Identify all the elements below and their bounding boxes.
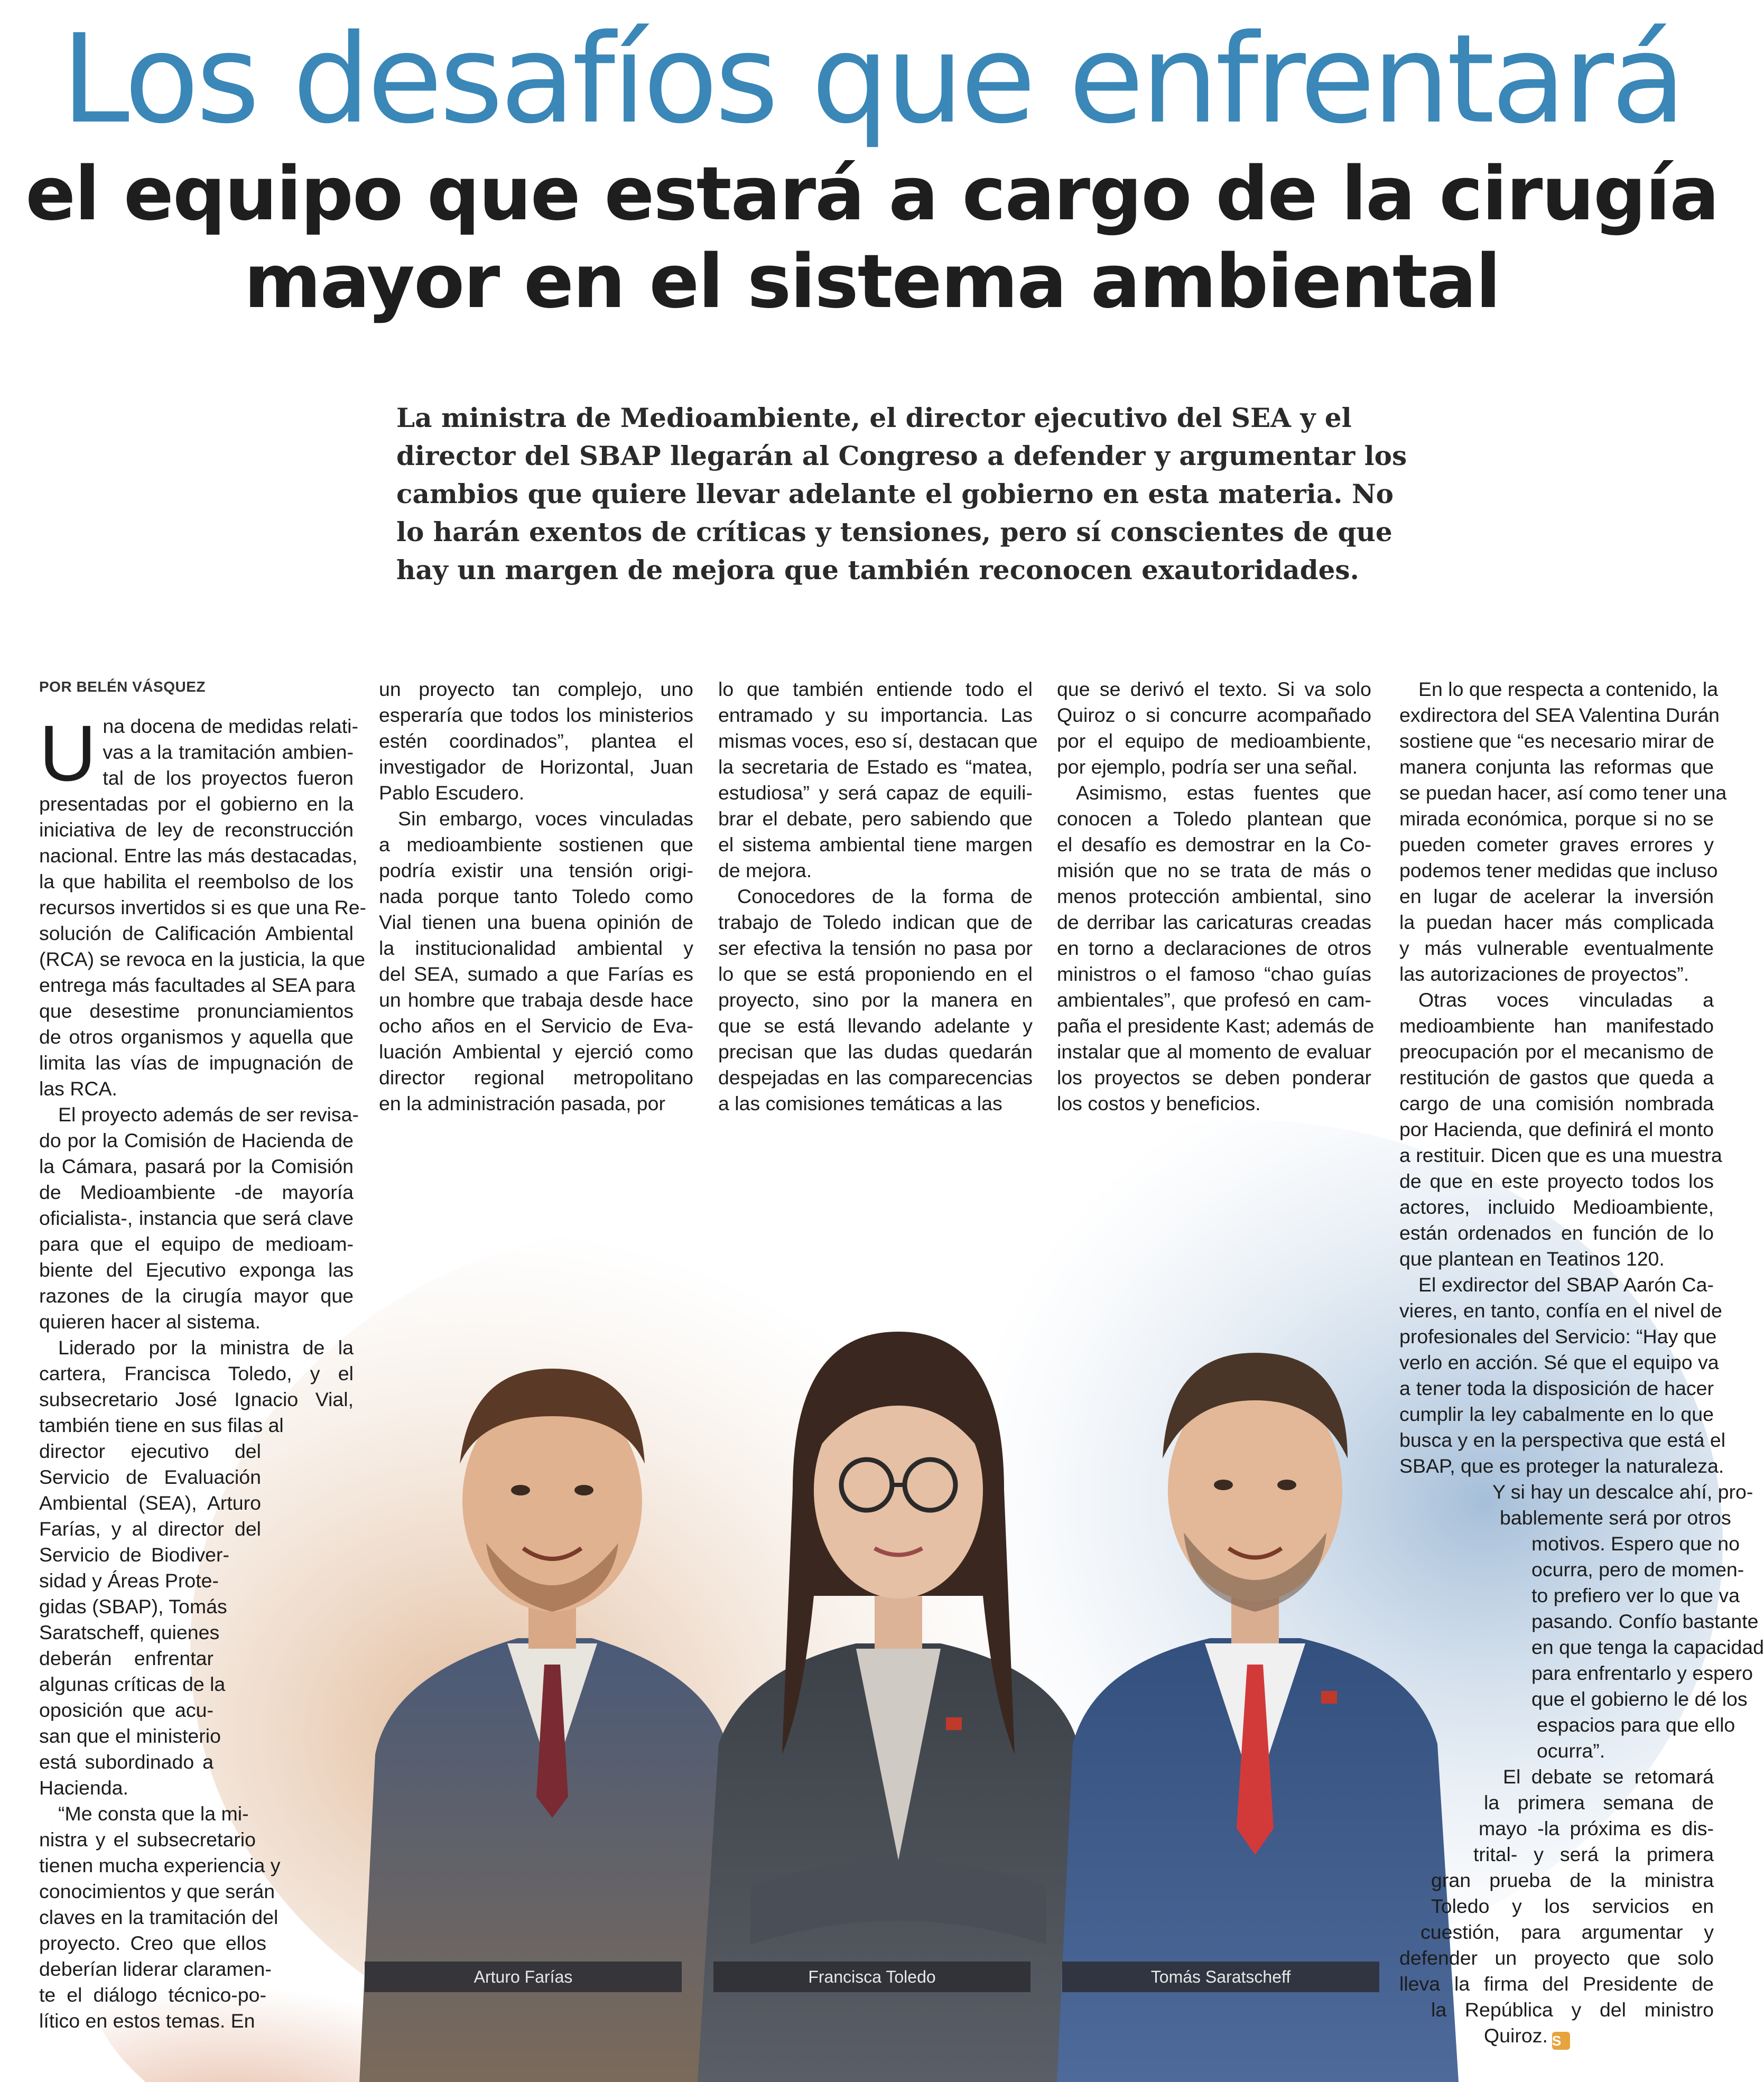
text-line: profesionales del Servicio: “Hay que [1399, 1325, 1717, 1347]
text-line: medioambiente han manifestado [1399, 1015, 1714, 1037]
text-line: “Me consta que la mi- [58, 1802, 249, 1825]
text-line: lleva la firma del Presidente de [1399, 1973, 1714, 1995]
text-line: vas a la tramitación ambien- [103, 741, 354, 763]
text-line: do por la Comisión de Hacienda de [39, 1129, 354, 1151]
text-line: del SEA, sumado a que Farías es [379, 963, 693, 985]
text-line: trital- y será la primera [1473, 1843, 1714, 1865]
text-line: podemos tener medidas que incluso [1399, 859, 1718, 881]
text-line: que desestime pronunciamientos [39, 1000, 354, 1022]
text-line: Quiroz. [1484, 2024, 1548, 2047]
column-lines [1057, 676, 1375, 1117]
text-line: El debate se retomará [1503, 1765, 1714, 1788]
text-line: preocupación por el mecanismo de [1399, 1040, 1714, 1063]
text-line: los costos y beneficios. [1057, 1092, 1261, 1114]
text-line: investigador de Horizontal, Juan [379, 756, 693, 778]
text-line: entrega más facultades al SEA para [39, 974, 356, 996]
text-line: ministros o el famoso “chao guías [1057, 963, 1371, 985]
text-line: pueden cometer graves errores y [1399, 833, 1714, 856]
text-line: Pablo Escudero. [379, 782, 525, 804]
text-line: espacios para que ello [1537, 1714, 1735, 1736]
text-line: menos protección ambiental, sino [1057, 885, 1371, 907]
text-line: para que el equipo de medioam- [39, 1233, 354, 1255]
text-line: por el equipo de medioambiente, [1057, 730, 1371, 752]
text-line: pasando. Confío bastante [1531, 1610, 1759, 1632]
text-line: tal de los proyectos fueron [103, 767, 354, 789]
text-line: la puedan hacer más complicada [1399, 911, 1714, 933]
text-line: restitución de gastos que queda a [1399, 1066, 1714, 1089]
text-line: (RCA) se revoca en la justicia, la que [39, 948, 365, 970]
text-line: Ambiental (SEA), Arturo [39, 1492, 261, 1514]
text-line: están ordenados en función de lo [1399, 1222, 1714, 1244]
text-line: ambientales”, que profesó en cam- [1057, 989, 1371, 1011]
caption-tomas-saratscheff: Tomás Saratscheff [1062, 1962, 1379, 1992]
text-line: por Hacienda, que definirá el monto [1399, 1118, 1714, 1140]
text-line: proyecto, sino por la manera en [718, 989, 1033, 1011]
text-line: mirada económica, porque si no se [1399, 807, 1714, 830]
text-line: lo que se está proponiendo en el [718, 963, 1033, 985]
text-line: Servicio de Evaluación [39, 1466, 261, 1488]
text-line: la primera semana de [1484, 1791, 1714, 1814]
text-line: nacional. Entre las más destacadas, [39, 844, 358, 867]
lead-line: hay un margen de mejora que también reconocen exautoridades. [396, 554, 1359, 585]
text-line: y más vulnerable eventualmente [1399, 937, 1714, 959]
text-line: Saratscheff, quienes [39, 1621, 220, 1643]
text-line: director regional metropolitano [379, 1066, 693, 1089]
column-lines [718, 676, 1038, 1117]
text-line: que plantean en Teatinos 120. [1399, 1248, 1665, 1270]
text-line: trabajo de Toledo indican que de [718, 911, 1033, 933]
text-line: verlo en acción. Sé que el equipo va [1399, 1351, 1719, 1373]
article-column-5 [1399, 676, 1764, 2050]
lead-paragraph [396, 399, 1407, 589]
text-line: director ejecutivo del [39, 1440, 261, 1462]
text-line: Vial tienen una buena opinión de [379, 911, 693, 933]
lead-line: La ministra de Medioambiente, el director ejecutivo del SEA y el [396, 402, 1352, 433]
text-line: la Cámara, pasará por la Comisión [39, 1155, 354, 1177]
text-line: en lugar de acelerar la inversión [1399, 885, 1714, 907]
lead-line: lo harán exentos de críticas y tensiones, pero sí conscientes de que [396, 516, 1392, 547]
text-line: que el gobierno le dé los [1531, 1688, 1748, 1710]
text-line: oposición que acu- [39, 1699, 213, 1721]
text-line: estén coordinados”, plantea el [379, 730, 693, 752]
text-line: se puedan hacer, así como tener una [1399, 782, 1727, 804]
text-line: lítico en estos temas. En [39, 2010, 255, 2032]
text-line: algunas críticas de la [39, 1673, 226, 1695]
column-lines [39, 791, 367, 2034]
text-line: gran prueba de la ministra [1431, 1869, 1714, 1891]
text-line: un hombre que trabaja desde hace [379, 989, 693, 1011]
text-line: presentadas por el gobierno en la [39, 793, 354, 815]
text-line: está subordinado a [39, 1751, 213, 1773]
text-line: quieren hacer al sistema. [39, 1310, 261, 1333]
text-line: iniciativa de ley de reconstrucción [39, 819, 354, 841]
headline-subtitle [0, 151, 1744, 326]
text-line: san que el ministerio [39, 1725, 221, 1747]
text-line: mayo -la próxima es dis- [1479, 1817, 1714, 1839]
text-line: ocurra”. [1537, 1740, 1605, 1762]
text-line: a medioambiente sostienen que [379, 833, 693, 856]
text-line: deberían liderar claramen- [39, 1958, 272, 1980]
text-line: estudiosa” y será capaz de equili- [718, 782, 1033, 804]
text-line: paña el presidente Kast; además de [1057, 1015, 1375, 1037]
text-line: defender un proyecto que solo [1399, 1947, 1714, 1969]
text-line: deberán enfrentar [39, 1647, 213, 1669]
text-line: un proyecto tan complejo, uno [379, 678, 693, 700]
text-line: ocurra, pero de momen- [1531, 1558, 1744, 1581]
lead-line: cambios que quiere llevar adelante el gobierno en esta materia. No [396, 478, 1394, 509]
subtitle-line: el equipo que estará a cargo de la cirugía [25, 151, 1719, 237]
text-line: de derribar las caricaturas creadas [1057, 911, 1371, 933]
text-line: mismas voces, eso sí, destacan que [718, 730, 1038, 752]
text-line: Y si hay un descalce ahí, pro- [1492, 1481, 1753, 1503]
text-line: Farías, y al director del [39, 1518, 261, 1540]
text-line: a restituir. Dicen que es una muestra [1399, 1144, 1722, 1166]
text-line: las RCA. [39, 1077, 117, 1100]
byline: POR BELÉN VÁSQUEZ [39, 678, 206, 695]
text-line: nistra y el subsecretario [39, 1828, 256, 1851]
text-line: de otros organismos y aquella que [39, 1026, 354, 1048]
text-line: cargo de una comisión nombrada [1399, 1092, 1714, 1114]
column-lines [379, 676, 693, 1117]
text-line: proyecto. Creo que ellos [39, 1932, 266, 1954]
text-line: Conocedores de la forma de [737, 885, 1033, 907]
text-line: instalar que al momento de evaluar [1057, 1040, 1371, 1063]
text-line: conocen a Toledo plantean que [1057, 807, 1371, 830]
text-line: conocimientos y que serán [39, 1880, 275, 1902]
text-line: biente del Ejecutivo exponga las [39, 1259, 354, 1281]
text-line: despejadas en las comparecencias [718, 1066, 1033, 1089]
text-line: cuestión, para argumentar y [1421, 1921, 1714, 1943]
text-line: brar el debate, pero sabiendo que [718, 807, 1033, 830]
article-column-1 [39, 676, 367, 2034]
text-line: podría existir una tensión origi- [379, 859, 693, 881]
subtitle-line: mayor en el sistema ambiental [244, 239, 1500, 325]
text-line: los proyectos se deben ponderar [1057, 1066, 1371, 1089]
text-line: manera conjunta las reformas que [1399, 756, 1714, 778]
text-line: Liderado por la ministra de la [58, 1336, 354, 1359]
team-illustration [296, 1120, 1575, 2082]
text-line: las autorizaciones de proyectos”. [1399, 963, 1689, 985]
text-line: esperaría que todos los ministerios [379, 704, 693, 726]
text-line: Toledo y los servicios en [1431, 1895, 1714, 1917]
text-line: recursos invertidos si es que una Re- [39, 896, 367, 918]
text-line: lo que también entiende todo el [718, 678, 1033, 700]
article-column-2 [379, 676, 693, 1117]
text-line: misión que no se trata de más o [1057, 859, 1371, 881]
text-line: cartera, Francisca Toledo, y el [39, 1362, 354, 1384]
text-line: Quiroz o si concurre acompañado [1057, 704, 1371, 726]
lead-line: director del SBAP llegarán al Congreso a defender y argumentar los [396, 440, 1407, 471]
text-line: Otras voces vinculadas a [1418, 989, 1714, 1011]
text-line: claves en la tramitación del [39, 1906, 278, 1928]
text-line: la que habilita el reembolso de los [39, 870, 354, 893]
text-line: el desafío es demostrar en la Co- [1057, 833, 1371, 856]
text-line: vieres, en tanto, confía en el nivel de [1399, 1299, 1722, 1322]
text-line: entramado y su importancia. Las [718, 704, 1033, 726]
text-line: busca y en la perspectiva que está el [1399, 1429, 1726, 1451]
text-line: limita las vías de impugnación de [39, 1052, 354, 1074]
text-line: ser efectiva la tensión no pasa por [718, 937, 1033, 959]
text-line: cumplir la ley cabalmente en lo que [1399, 1403, 1714, 1425]
article-column-3 [718, 676, 1038, 1117]
text-line: te el diálogo técnico-po- [39, 1984, 266, 2006]
text-line [1484, 2023, 1714, 2050]
text-line: bablemente será por otros [1500, 1507, 1731, 1529]
caption-arturo-farias: Arturo Farías [365, 1962, 682, 1992]
text-line: por ejemplo, podría ser una señal. [1057, 756, 1358, 778]
caption-francisca-toledo: Francisca Toledo [713, 1962, 1030, 1992]
text-line: que se está llevando adelante y [718, 1015, 1033, 1037]
text-line: SBAP, que es proteger la naturaleza. [1399, 1455, 1724, 1477]
text-line: que se derivó el texto. Si va solo [1057, 678, 1371, 700]
text-line: motivos. Espero que no [1531, 1532, 1740, 1555]
article-column-4 [1057, 676, 1375, 1117]
text-line: a las comisiones temáticas a las [718, 1092, 1002, 1114]
text-line: razones de la cirugía mayor que [39, 1285, 354, 1307]
text-line: to prefiero ver lo que va [1531, 1584, 1740, 1606]
text-line: Asimismo, estas fuentes que [1076, 782, 1371, 804]
drop-cap: U [39, 709, 97, 797]
text-line: sostiene que “es necesario mirar de [1399, 730, 1715, 752]
text-line: también tiene en sus filas al [39, 1414, 284, 1436]
text-line: ocho años en el Servicio de Eva- [379, 1015, 693, 1037]
headline-title: Los desafíos que enfrentará [61, 8, 1683, 151]
text-line: na docena de medidas relati- [103, 715, 358, 737]
text-line: actores, incluido Medioambiente, [1399, 1196, 1714, 1218]
text-line: en la administración pasada, por [379, 1092, 665, 1114]
text-line: Servicio de Biodiver- [39, 1544, 229, 1566]
text-line: para enfrentarlo y espero [1531, 1662, 1753, 1684]
text-line: solución de Calificación Ambiental [39, 922, 354, 944]
text-line: gidas (SBAP), Tomás [39, 1595, 227, 1618]
text-line: luación Ambiental y ejerció como [379, 1040, 693, 1063]
text-line: sidad y Áreas Prote- [39, 1569, 219, 1592]
text-line: nada porque tanto Toledo como [379, 885, 693, 907]
text-line: de Medioambiente -de mayoría [39, 1181, 354, 1203]
end-mark-icon: S [1552, 2032, 1570, 2050]
text-line: oficialista-, instancia que será clave [39, 1207, 354, 1229]
text-line: en que tenga la capacidad [1531, 1636, 1764, 1658]
text-line: El proyecto además de ser revisa- [58, 1103, 359, 1126]
text-line: en torno a declaraciones de otros [1057, 937, 1371, 959]
text-line: Sin embargo, voces vinculadas [398, 807, 693, 830]
text-line: de que en este proyecto todos los [1399, 1170, 1714, 1192]
text-line: tienen mucha experiencia y [39, 1854, 281, 1876]
text-line: la República y del ministro [1431, 1999, 1714, 2021]
text-line: precisan que las dudas quedarán [718, 1040, 1033, 1063]
column-lines [1399, 676, 1764, 2050]
text-line: a tener toda la disposición de hacer [1399, 1377, 1714, 1399]
text-line: el sistema ambiental tiene margen [718, 833, 1033, 856]
text-line: exdirectora del SEA Valentina Durán [1399, 704, 1720, 726]
text-line: En lo que respecta a contenido, la [1418, 678, 1719, 700]
text-line: Hacienda. [39, 1777, 128, 1799]
text-line: El exdirector del SBAP Aarón Ca- [1418, 1274, 1714, 1296]
text-line: la secretaria de Estado es “matea, [718, 756, 1033, 778]
text-line: subsecretario José Ignacio Vial, [39, 1388, 354, 1410]
text-line: la institucionalidad ambiental y [379, 937, 693, 959]
first-paragraph [39, 709, 358, 797]
text-line: de mejora. [718, 859, 812, 881]
